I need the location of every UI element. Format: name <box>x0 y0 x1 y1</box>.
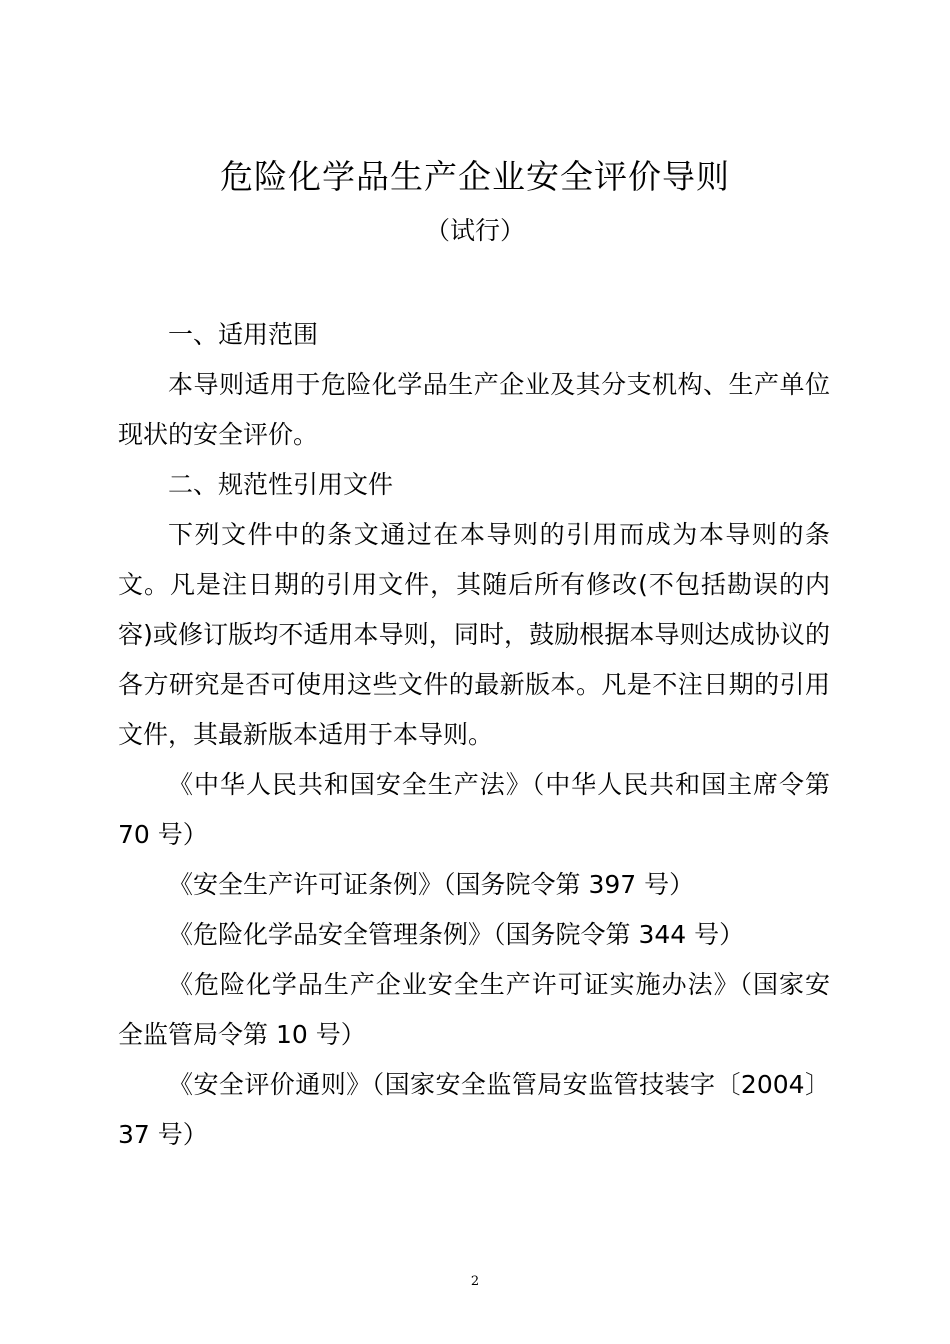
page-number: 2 <box>470 1274 480 1289</box>
document-body <box>118 310 830 1160</box>
paragraph-scope: 本导则适用于危险化学品生产企业及其分支机构、生产单位现状的安全评价。 <box>118 370 830 449</box>
reference-item: 《中华人民共和国安全生产法》（中华人民共和国主席令第 70 号） <box>118 770 830 849</box>
section-heading-references: 二、规范性引用文件 <box>168 470 394 499</box>
reference-item: 《安全评价通则》（国家安全监管局安监管技装字〔2004〕37 号） <box>118 1070 830 1149</box>
document-subtitle: （试行） <box>424 216 525 245</box>
paragraph-references-intro: 下列文件中的条文通过在本导则的引用而成为本导则的条文。凡是注日期的引用文件，其随后所有修改(不包括勘误的内容)或修订版均不适用本导则，同时，鼓励根据本导则达成协议的各方研究是否可使用这些文件的最新版本。凡是不注日期的引用文件，其最新版本适用于本导则。 <box>118 520 830 749</box>
document-title: 危险化学品生产企业安全评价导则 <box>220 157 730 196</box>
section-heading-scope: 一、适用范围 <box>168 320 319 349</box>
reference-item: 《安全生产许可证条例》（国务院令第 397 号） <box>168 870 695 899</box>
reference-item: 《危险化学品生产企业安全生产许可证实施办法》（国家安全监管局令第 10 号） <box>118 970 830 1049</box>
reference-item: 《危险化学品安全管理条例》（国务院令第 344 号） <box>168 920 745 949</box>
